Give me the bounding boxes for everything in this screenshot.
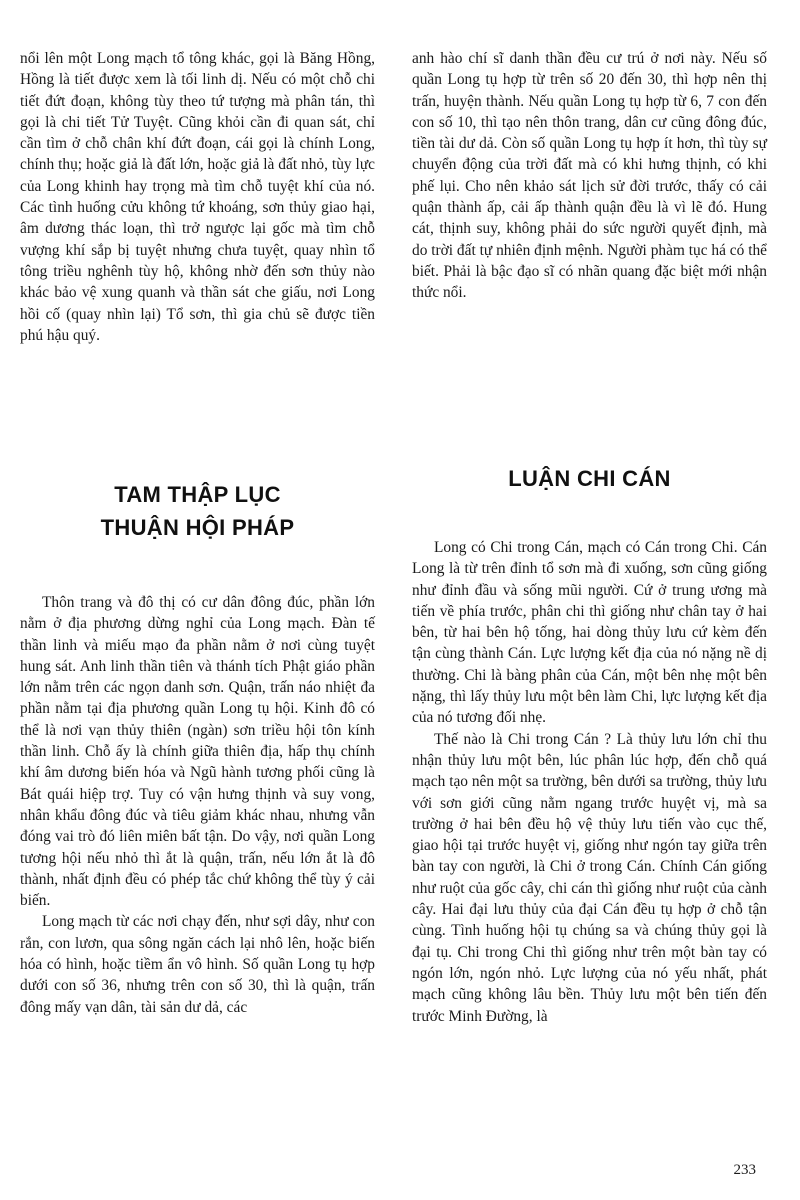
left-section-paragraph-1: Thôn trang và đô thị có cư dân đông đúc, phần lớn nằm ở địa phương dừng nghỉ của Long mạch. Đàn tế thần linh và miếu mạo đa phần nằm ở nơi cùng tuyệt hung sát. Anh linh thần tiên và thánh tích Phật giáo phần lớn nằm trên các ngọn danh sơn. Quận, trấn náo nhiệt đa phần nằm tại địa phương quần Long tụ hội. Kinh đô có thể là nơi vạn thủy thiên (ngàn) sơn triều hội tôn kính thần linh. Chỗ ấy là chính giữa thiên địa, hấp thụ chính khí âm dương biến hóa và Ngũ hành tương phối cũng là Bát quái hiệp trợ. Tuy có vận hưng thịnh và suy vong, nhân khẩu đông đúc và tiêu giảm khác nhau, nhưng vẫn đóng vai trò đó liên miên bất tận. Do vậy, nơi quần Long tương hội nếu nhỏ thì ắt là quận, trấn, nếu lớn ắt là đô thành, nhất định đều có phép tắc chứ không thể tùy ý cải biến.: [20, 594, 375, 910]
heading-line-2: THUẬN HỘI PHÁP: [100, 515, 295, 540]
left-section-paragraph-2: Long mạch từ các nơi chạy đến, như sợi dây, như con rắn, con lươn, qua sông ngăn cách lại nhô lên, hoặc biến hóa có hình, hoặc tiềm ẩn vô hình. Số quần Long tụ hợp dưới con số 36, nhưng trên con số 30, thì là quận, trấn đông mấy vạn dân, tài sản dư dả, các: [20, 913, 375, 1016]
right-top-paragraph: anh hào chí sĩ danh thần đều cư trú ở nơi này. Nếu số quần Long tụ hợp từ trên số 20 đến 30, thì hợp nên thị trấn, huyện thành. Nếu quần Long tụ hợp từ 6, 7 con đến con số 10, thì tạo nên thôn trang, dân cư cũng đông đúc, tiền tài dư dả. Còn số quần Long tụ hợp ít hơn, thì tùy sự chuyển động của trời đất mà có khi hưng thịnh, có khi phế lụi. Cho nên khảo sát lịch sử đời trước, thấy có cải quận thành ấp, cải ấp thành quận đều là vì lẽ đó. Hung cát, thịnh suy, không phải do sức người quyết định, mà do trời đất tự nhiên định mệnh. Người phàm tục há có thể biết. Phải là bậc đạo sĩ có nhãn quang đặc biệt mới nhận thức nổi.: [412, 50, 767, 302]
page-number: 233: [733, 1162, 756, 1178]
section-heading-right: LUẬN CHI CÁN: [508, 466, 671, 491]
right-section-paragraph-2: Thế nào là Chi trong Cán ? Là thủy lưu lớn chỉ thu nhận thủy lưu một bên, lúc phân lúc hợp, đến chỗ quá mạch tạo nên một sa trường, bên dưới sa trường, thủy lưu với sơn giới cũng nằm ngang trước huyệt vị, mà sa trường ở hai bên đều hộ vệ thủy lưu tiến vào cục thế, giao hội tại trước huyệt vị, giống như ngón tay giữa trên bàn tay con người, là Chi ở trong Cán. Chính Cán giống như ruột của gốc cây, chi cán thì giống như ruột của cành cây. Hai đại lưu thủy của đại Cán đều tụ hợp ở chỗ tận cùng. Tình huống hội tụ chúng sa và chúng thủy gọi là đại tụ. Chi trong Chi thì giống như trên một bàn tay có ngón lớn, ngón nhỏ. Lực lượng của nó yếu nhất, phát mạch cũng không lâu bền. Thủy lưu một bên tiến đến trước Minh Đường, là: [412, 730, 767, 1025]
left-column-top: [20, 48, 375, 346]
heading-line-1: TAM THẬP LỤC: [114, 482, 281, 507]
left-top-paragraph: nổi lên một Long mạch tổ tông khác, gọi là Băng Hồng, Hồng là tiết được xem là tối linh dị. Nếu có một chỗ chi tiết đứt đoạn, không tùy theo tứ tượng mà phân tán, thì gọi là chi tiết Tử Tuyệt. Cũng khỏi cần đi quan sát, chỉ cần tìm ở chỗ chân khí đứt đoạn, cái gọi là chính Long, chính thụ; hoặc giả là đất lớn, hoặc giả là đất nhỏ, tùy lực của Long khinh hay trọng mà tìm chỗ tuyệt khí của nó. Các tình huống cửu không tứ khoáng, sơn thủy giao hại, âm dương thác loạn, thì trở ngược lại gốc mà tìm chỗ vượng khí sắp bị tuyệt nhưng chưa tuyệt, quay nhìn tổ tông triều nghênh tùy hộ, không nhờ đến sơn thủy nào khác bảo vệ xung quanh và thần sát che giấu, nơi Long hồi cố (quay nhìn lại) Tổ sơn, thì gia chủ sẽ được tiền phú hậu quý.: [20, 50, 375, 344]
right-section-paragraph-1: Long có Chi trong Cán, mạch có Cán trong Chi. Cán Long là từ trên đỉnh tổ sơn mà đi xuống, sơn cũng giống như đỉnh đầu và sống mũi người. Cứ ở trung ương mà tiến về phía trước, phân chi thì giống như chân tay ở hai bên, từ hai bên hộ tống, hai dòng thủy lưu cứ kèm đến tận cùng thành Cán. Lực lượng kết địa của nó nặng nề dị thường. Chi là bàng phân của Cán, một bên nhẹ một bên nặng, thì lấy thủy lưu một bên làm Chi, lực lượng kết địa của nó tương đối nhẹ.: [412, 539, 767, 727]
tam-thap-luc-section: [20, 478, 375, 1018]
section-heading-left: [20, 478, 375, 544]
luan-chi-can-section: [412, 462, 767, 1027]
right-column-top: [412, 48, 767, 304]
